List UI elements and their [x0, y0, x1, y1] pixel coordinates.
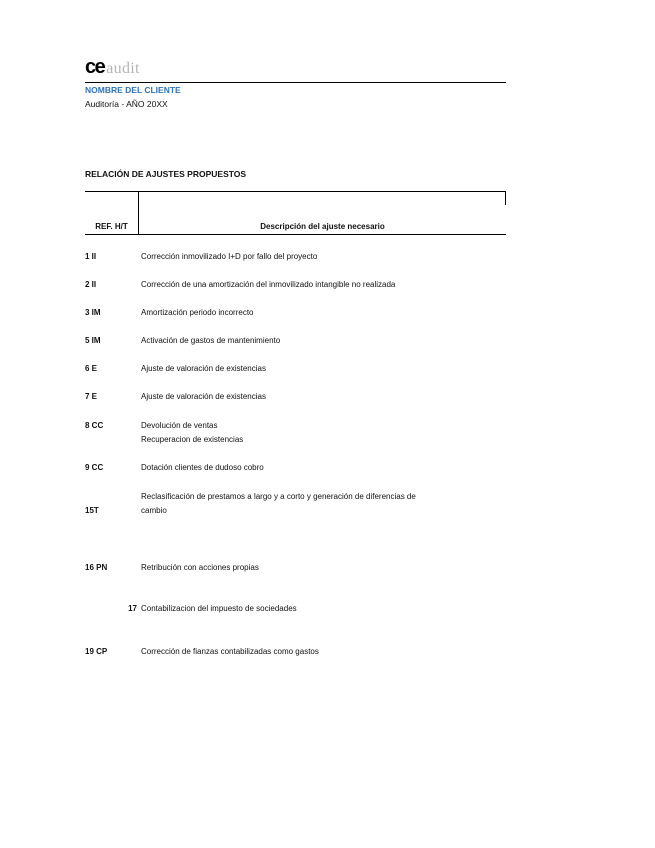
row-description [141, 278, 506, 292]
row-ref: 15T [85, 506, 99, 515]
row-description-line: Corrección de una amortización del inmovilizado intangible no realizada [141, 280, 396, 289]
row-description-line: Corrección de fianzas contabilizadas como gastos [141, 647, 319, 656]
row-ref: 1 II [85, 252, 97, 261]
row-description-line: Corrección inmovilizado I+D por fallo del proyecto [141, 252, 318, 261]
row-description-line: Dotación clientes de dudoso cobro [141, 463, 264, 472]
company-logo [85, 56, 140, 76]
row-description-line: Amortización periodo incorrecto [141, 308, 254, 317]
row-description-line: cambio [141, 506, 167, 515]
table-header-bottom-border [85, 234, 506, 235]
row-ref: 8 CC [85, 421, 104, 430]
table-header-right-border [505, 191, 506, 205]
row-description [141, 490, 506, 518]
row-description [141, 390, 506, 404]
row-ref: 9 CC [85, 463, 104, 472]
row-description-line: Recuperacion de existencias [141, 435, 244, 444]
logo-audit-wordmark: audit [106, 60, 140, 77]
row-description [141, 362, 506, 376]
row-description [141, 306, 506, 320]
column-header-ref: REF. H/T [95, 222, 128, 231]
row-ref: 17 [128, 604, 137, 613]
row-description-line: Reclasificación de prestamos a largo y a corto y generación de diferencias de [141, 492, 416, 501]
header-rule [85, 82, 506, 83]
row-description [141, 250, 506, 264]
row-ref: 3 IM [85, 308, 101, 317]
row-description-line: Devolución de ventas [141, 421, 218, 430]
client-name: NOMBRE DEL CLIENTE [85, 85, 181, 95]
row-description [141, 334, 506, 348]
row-ref: 5 IM [85, 336, 101, 345]
row-description [141, 419, 506, 447]
row-description [141, 602, 506, 616]
row-ref: 2 II [85, 280, 97, 289]
table-header-top-border [85, 191, 506, 192]
row-ref: 6 E [85, 364, 98, 373]
logo-ce-mark: ce [85, 56, 105, 78]
row-description-line: Ajuste de valoración de existencias [141, 392, 266, 401]
row-description [141, 645, 506, 659]
column-header-description: Descripción del ajuste necesario [260, 222, 385, 231]
row-description-line: Ajuste de valoración de existencias [141, 364, 266, 373]
row-description-line: Retribución con acciones propias [141, 563, 259, 572]
audit-year: Auditoría - AÑO 20XX [85, 99, 168, 109]
row-description [141, 561, 506, 575]
row-ref: 16 PN [85, 563, 108, 572]
row-ref: 7 E [85, 392, 98, 401]
row-description [141, 461, 506, 475]
row-description-line: Contabilizacion del impuesto de sociedades [141, 604, 297, 613]
row-description-line: Activación de gastos de mantenimiento [141, 336, 281, 345]
report-title: RELACIÓN DE AJUSTES PROPUESTOS [85, 169, 247, 179]
row-ref: 19 CP [85, 647, 108, 656]
